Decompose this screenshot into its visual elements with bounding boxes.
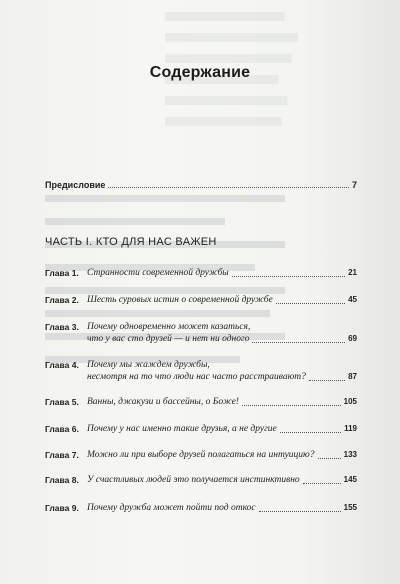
toc-entry <box>45 294 357 306</box>
foreword-page: 7 <box>351 180 357 190</box>
toc-entry <box>45 396 357 408</box>
dot-leader <box>276 303 345 304</box>
dot-leader <box>309 380 345 381</box>
dot-leader <box>232 276 345 277</box>
chapter-page: 155 <box>343 503 357 512</box>
show-through-text <box>165 12 355 172</box>
chapter-page: 105 <box>343 397 357 406</box>
show-through-text-lower <box>45 195 345 425</box>
chapter-page: 69 <box>348 334 357 343</box>
chapter-page: 145 <box>343 475 357 484</box>
chapter-page: 21 <box>348 268 357 277</box>
page-title: Содержание <box>149 64 251 81</box>
chapter-title: У счастливых людей это получается инстинктивно <box>87 475 300 485</box>
toc-entry <box>45 321 357 345</box>
chapter-number: Глава 6. <box>45 424 79 434</box>
toc-entry <box>45 502 357 514</box>
chapter-number: Глава 1. <box>45 268 79 278</box>
dot-leader <box>303 483 341 484</box>
dot-leader <box>242 405 341 406</box>
toc-entry <box>45 423 357 435</box>
toc-entry <box>45 267 357 279</box>
chapter-number: Глава 7. <box>45 450 79 460</box>
chapter-number: Глава 8. <box>45 475 79 485</box>
chapter-number: Глава 5. <box>45 397 79 407</box>
chapter-title-line: несмотря на то что люди нас часто расстраивают? <box>87 372 306 382</box>
dot-leader <box>318 458 341 459</box>
toc-entry <box>45 359 357 383</box>
chapter-page: 133 <box>343 450 357 459</box>
chapter-title: Шесть суровых истин о современной дружбе <box>87 295 273 305</box>
chapter-title-line: Почему одновременно может казаться, <box>87 322 251 332</box>
part-heading: ЧАСТЬ I. КТО ДЛЯ НАС ВАЖЕН <box>45 236 217 248</box>
chapter-title: Странности современной дружбы <box>87 268 229 278</box>
foreword-label: Предисловие <box>45 180 106 190</box>
chapter-title: Почему у нас именно такие друзья, а не другие <box>87 424 277 434</box>
chapter-page: 87 <box>348 372 357 381</box>
chapter-title-line: что у вас сто друзей — и нет ни одного <box>87 334 250 344</box>
chapter-page: 119 <box>344 424 357 433</box>
chapter-title: Почему дружба может пойти под откос <box>87 503 256 513</box>
toc-entry <box>45 449 357 461</box>
chapter-number: Глава 9. <box>45 503 79 513</box>
chapter-title: Можно ли при выборе друзей полагаться на интуицию? <box>87 450 315 460</box>
dot-leader <box>108 187 349 188</box>
chapter-number: Глава 4. <box>45 360 79 370</box>
toc-foreword <box>45 180 357 190</box>
dot-leader <box>259 511 341 512</box>
toc-entry <box>45 474 357 486</box>
chapter-title-line: Почему мы жаждем дружбы, <box>87 360 210 370</box>
chapter-number: Глава 2. <box>45 295 79 305</box>
dot-leader <box>252 342 345 343</box>
chapter-title: Ванны, джакузи и бассейны, о Боже! <box>87 397 239 407</box>
chapter-page: 45 <box>348 295 357 304</box>
dot-leader <box>280 432 341 433</box>
chapter-number: Глава 3. <box>45 322 79 332</box>
